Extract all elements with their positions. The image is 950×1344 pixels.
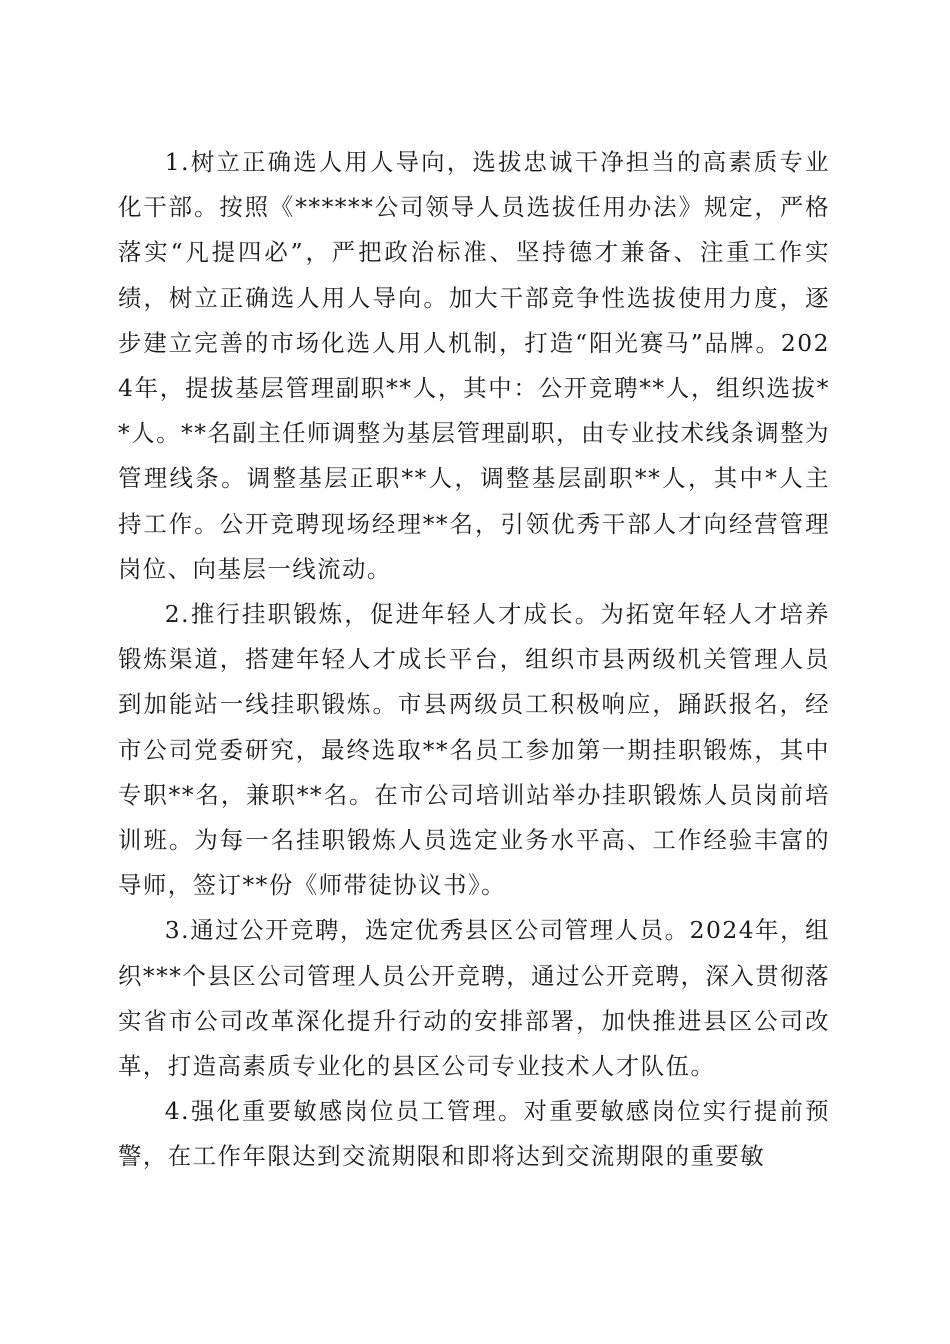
- document-body: [118, 140, 830, 1180]
- paragraph-4: 4.强化重要敏感岗位员工管理。对重要敏感岗位实行提前预警，在工作年限达到交流期限和即将达到交流期限的重要敏: [118, 1097, 830, 1171]
- paragraph-3: 3.通过公开竞聘，选定优秀县区公司管理人员。2024年，组织***个县区公司管理人员公开竞聘，通过公开竞聘，深入贯彻落实省市公司改革深化提升行动的安排部署，加快推进县区公司改革，打造高素质专业化的县区公司专业技术人才队伍。: [118, 916, 830, 1081]
- paragraph-1: 1.树立正确选人用人导向，选拔忠诚干净担当的高素质专业化干部。按照《******公司领导人员选拔任用办法》规定，严格落实“凡提四必”，严把政治标准、坚持德才兼备、注重工作实绩，树立正确选人用人导向。加大干部竞争性选拔使用力度，逐步建立完善的市场化选人用人机制，打造“阳光赛马”品牌。2024年，提拔基层管理副职**人，其中：公开竞聘**人，组织选拔**人。**名副主任师调整为基层管理副职，由专业技术线条调整为管理线条。调整基层正职**人，调整基层副职**人，其中*人主持工作。公开竞聘现场经理**名，引领优秀干部人才向经营管理岗位、向基层一线流动。: [118, 148, 830, 583]
- paragraph-2: 2.推行挂职锻炼，促进年轻人才成长。为拓宽年轻人才培养锻炼渠道，搭建年轻人才成长平台，组织市县两级机关管理人员到加能站一线挂职锻炼。市县两级员工积极响应，踊跃报名，经市公司党委研究，最终选取**名员工参加第一期挂职锻炼，其中专职**名，兼职**名。在市公司培训站举办挂职锻炼人员岗前培训班。为每一名挂职锻炼人员选定业务水平高、工作经验丰富的导师，签订**份《师带徒协议书》。: [118, 600, 830, 900]
